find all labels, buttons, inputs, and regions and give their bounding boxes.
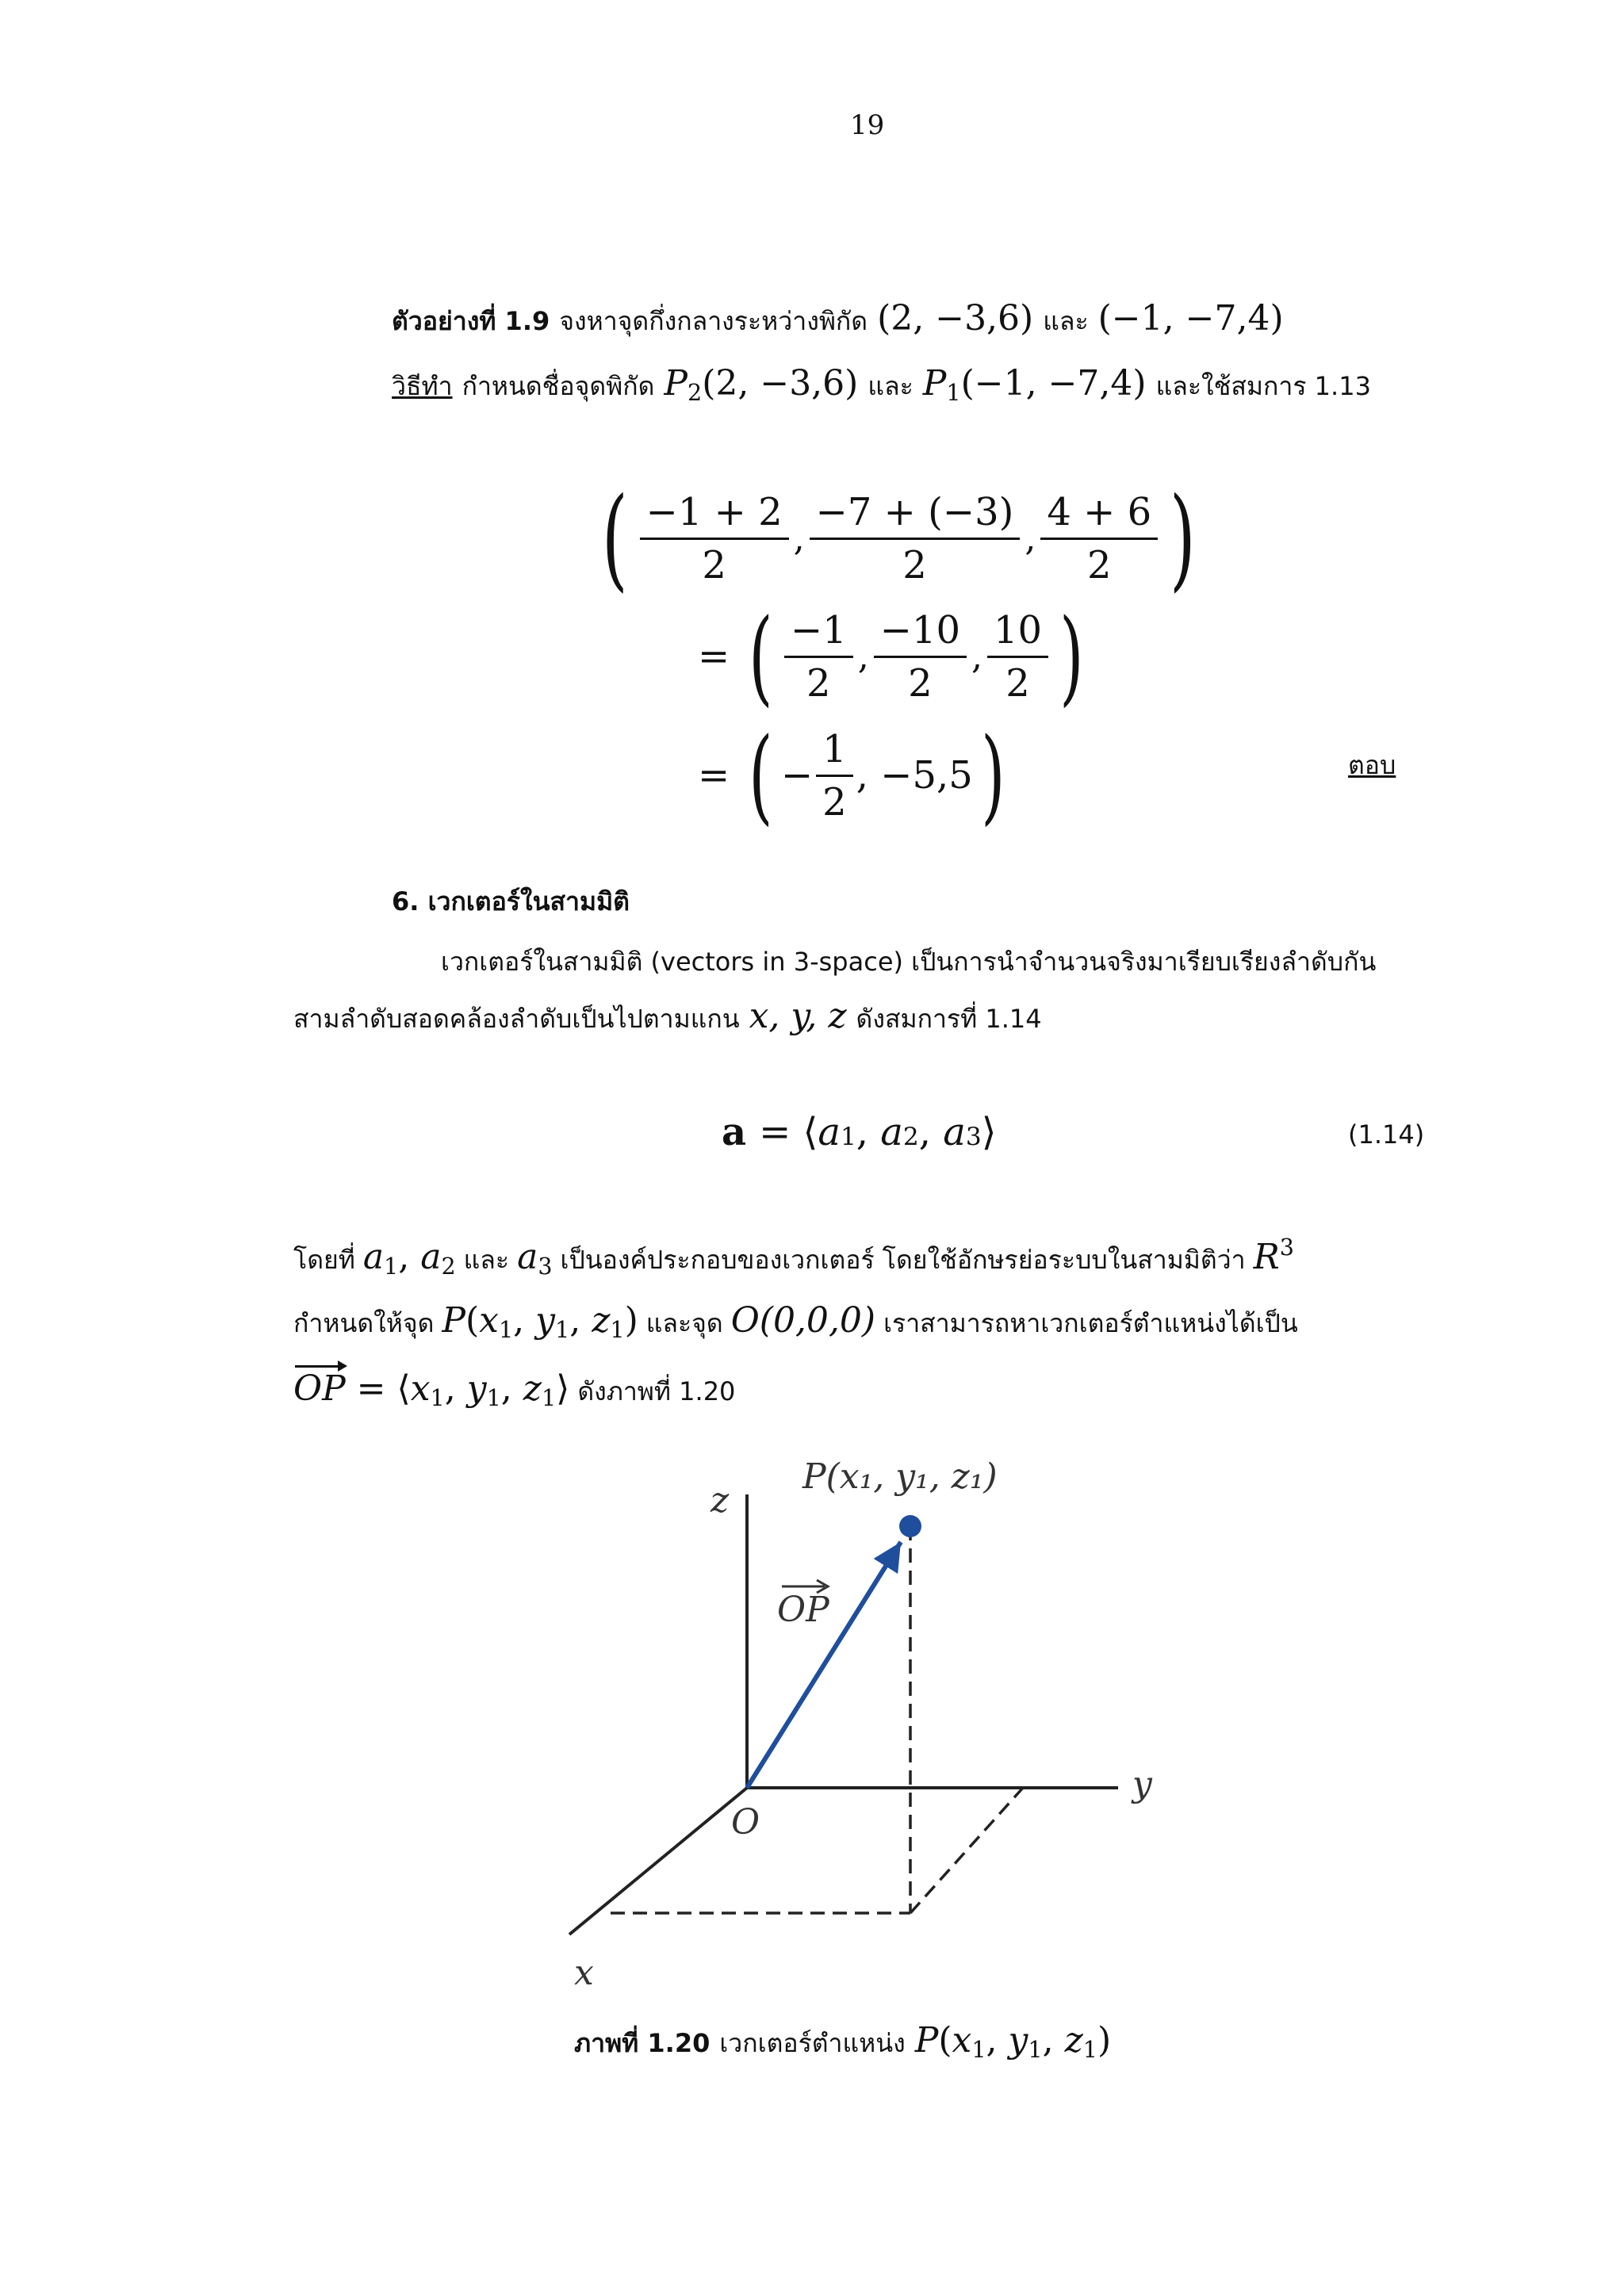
para2-text-e: ดังภาพที่ 1.20 <box>577 1376 736 1406</box>
calc1-den3: 2 <box>1086 543 1112 587</box>
answer-label: ตอบ <box>1348 750 1396 780</box>
p2-sub: 2 <box>687 379 703 407</box>
para2-line-1: โดยที่ $a_1$, $a_2$ และ $a_3$ เป็นองค์ประกอบของเวกเตอร์ โดยใช้อักษรย่อระบบในสามมิติว่า $R^3$ <box>293 1234 1294 1280</box>
page-number: 19 <box>850 109 885 141</box>
para2-and-2: และจุด <box>645 1308 723 1338</box>
para2-origin: O(0,0,0) <box>730 1300 876 1341</box>
example-point-1: (2, −3,6) <box>877 298 1034 339</box>
solution-label: วิธีทำ <box>392 371 453 401</box>
p1-sub: 1 <box>946 379 961 407</box>
z-axis-label: z <box>710 1480 730 1521</box>
section-para-line-2 <box>293 996 1042 1039</box>
p2-coord: (2, −3,6) <box>702 363 859 404</box>
solution-and: และ <box>868 371 914 401</box>
calc2-den2: 2 <box>908 660 933 706</box>
para2-R: R <box>1253 1237 1280 1278</box>
para2-text-a: โดยที่ <box>293 1245 355 1276</box>
para2-text-c: กำหนดให้จุด <box>293 1308 435 1338</box>
calc1-num1: −1 + 2 <box>640 490 789 540</box>
x-axis-label: x <box>574 1953 594 1993</box>
para1-axes: x, y, z <box>749 996 847 1036</box>
point-p-label: P(x₁, y₁, z₁) <box>802 1456 998 1497</box>
calc3-minus: − <box>780 753 814 798</box>
calc3-equals: = <box>698 753 730 798</box>
equation-label: (1.14) <box>1348 1119 1425 1150</box>
para2-R-sup: 3 <box>1279 1234 1294 1261</box>
calc1-num3: 4 + 6 <box>1040 490 1158 540</box>
equation-1-14: a = ⟨ a 1 , a 2 , a 3 ⟩ <box>722 1110 997 1154</box>
calc2-num2: −10 <box>874 608 967 658</box>
para2-line-2: กำหนดให้จุด $P(x_1$, $y_1$, $z_1$) และจุด O(0,0,0) เราสามารถหาเวกเตอร์ตำแหน่งได้เป็น <box>293 1300 1298 1344</box>
example-point-2: (−1, −7,4) <box>1097 298 1284 339</box>
vector-figure <box>547 1439 1197 1994</box>
calc-line-2: = ( $\frac{-1}{2}$ , $\frac{-10}{2}$ , $\frac{10}{2}$ ) <box>698 596 1084 717</box>
calc3-rest: , −5,5 <box>856 753 973 798</box>
example-label: ตัวอย่างที่ 1.9 <box>392 306 550 336</box>
p2-name: P <box>664 363 688 404</box>
calc1-den2: 2 <box>902 543 927 587</box>
para1-text-a: สามลำดับสอดคล้องลำดับเป็นไปตามแกน <box>293 1004 740 1034</box>
para2-and: และ <box>463 1245 510 1276</box>
section-para-line-1: เวกเตอร์ในสามมิติ (vectors in 3-space) เป็นการนำจำนวนจริงมาเรียบเรียงลำดับกัน <box>441 947 1377 977</box>
calc3-num1: 1 <box>816 727 853 777</box>
calc1-num2: −7 + (−3) <box>810 490 1021 540</box>
p1-coord: (−1, −7,4) <box>960 363 1147 404</box>
para2-line-3: OP = $⟨x_1$, $y_1$, $z_1⟩$ ดังภาพที่ 1.20 <box>293 1368 736 1412</box>
vector-op <box>747 1542 901 1788</box>
y-axis-label: y <box>1132 1764 1152 1804</box>
section-heading: 6. เวกเตอร์ในสามมิติ <box>392 886 630 916</box>
solution-text-2: และใช้สมการ 1.13 <box>1155 371 1371 401</box>
calc1-den1: 2 <box>702 543 726 587</box>
calc-line-1: ( $\frac{-1 + 2}{2}$ , $\frac{-7 + (-3)}{2}$ , $\frac{4 + 6}{2}$ ) <box>601 474 1196 603</box>
example-line <box>392 298 1284 342</box>
para2-text-b: เป็นองค์ประกอบของเวกเตอร์ โดยใช้อักษรย่อระบบในสามมิติว่า <box>560 1245 1246 1276</box>
calc-line-3: = ( − $\frac{1}{2}$ , −5,5 ) <box>698 715 1005 836</box>
p1-name: P <box>922 363 947 404</box>
calc2-num3: 10 <box>987 608 1048 658</box>
example-and: และ <box>1043 306 1089 336</box>
example-text: จงหาจุดกึ่งกลางระหว่างพิกัด <box>559 306 868 336</box>
solution-line <box>392 363 1371 407</box>
caption-label: ภาพที่ 1.20 <box>574 2028 710 2058</box>
calc3-den1: 2 <box>822 779 847 825</box>
calc2-den1: 2 <box>806 660 831 706</box>
point-p <box>899 1515 921 1537</box>
origin-label: O <box>731 1802 760 1843</box>
figure-caption: ภาพที่ 1.20 เวกเตอร์ตำแหน่ง $P(x_1$, $y_1$, $z_1$) <box>574 2020 1112 2064</box>
equation-rest: = ⟨ <box>759 1110 818 1154</box>
calc2-equals: = <box>698 634 730 679</box>
para1-text-b: ดังสมการที่ 1.14 <box>856 1004 1042 1034</box>
calc2-num1: −1 <box>784 608 853 658</box>
projection-y <box>910 1788 1023 1913</box>
solution-text: กำหนดชื่อจุดพิกัด <box>462 371 655 401</box>
calc2-den3: 2 <box>1005 660 1030 706</box>
vector-op-label: OP <box>777 1590 829 1630</box>
equation-vector-a: a <box>722 1110 747 1154</box>
para2-text-d: เราสามารถหาเวกเตอร์ตำแหน่งได้เป็น <box>883 1308 1298 1338</box>
caption-text: เวกเตอร์ตำแหน่ง <box>719 2028 906 2058</box>
